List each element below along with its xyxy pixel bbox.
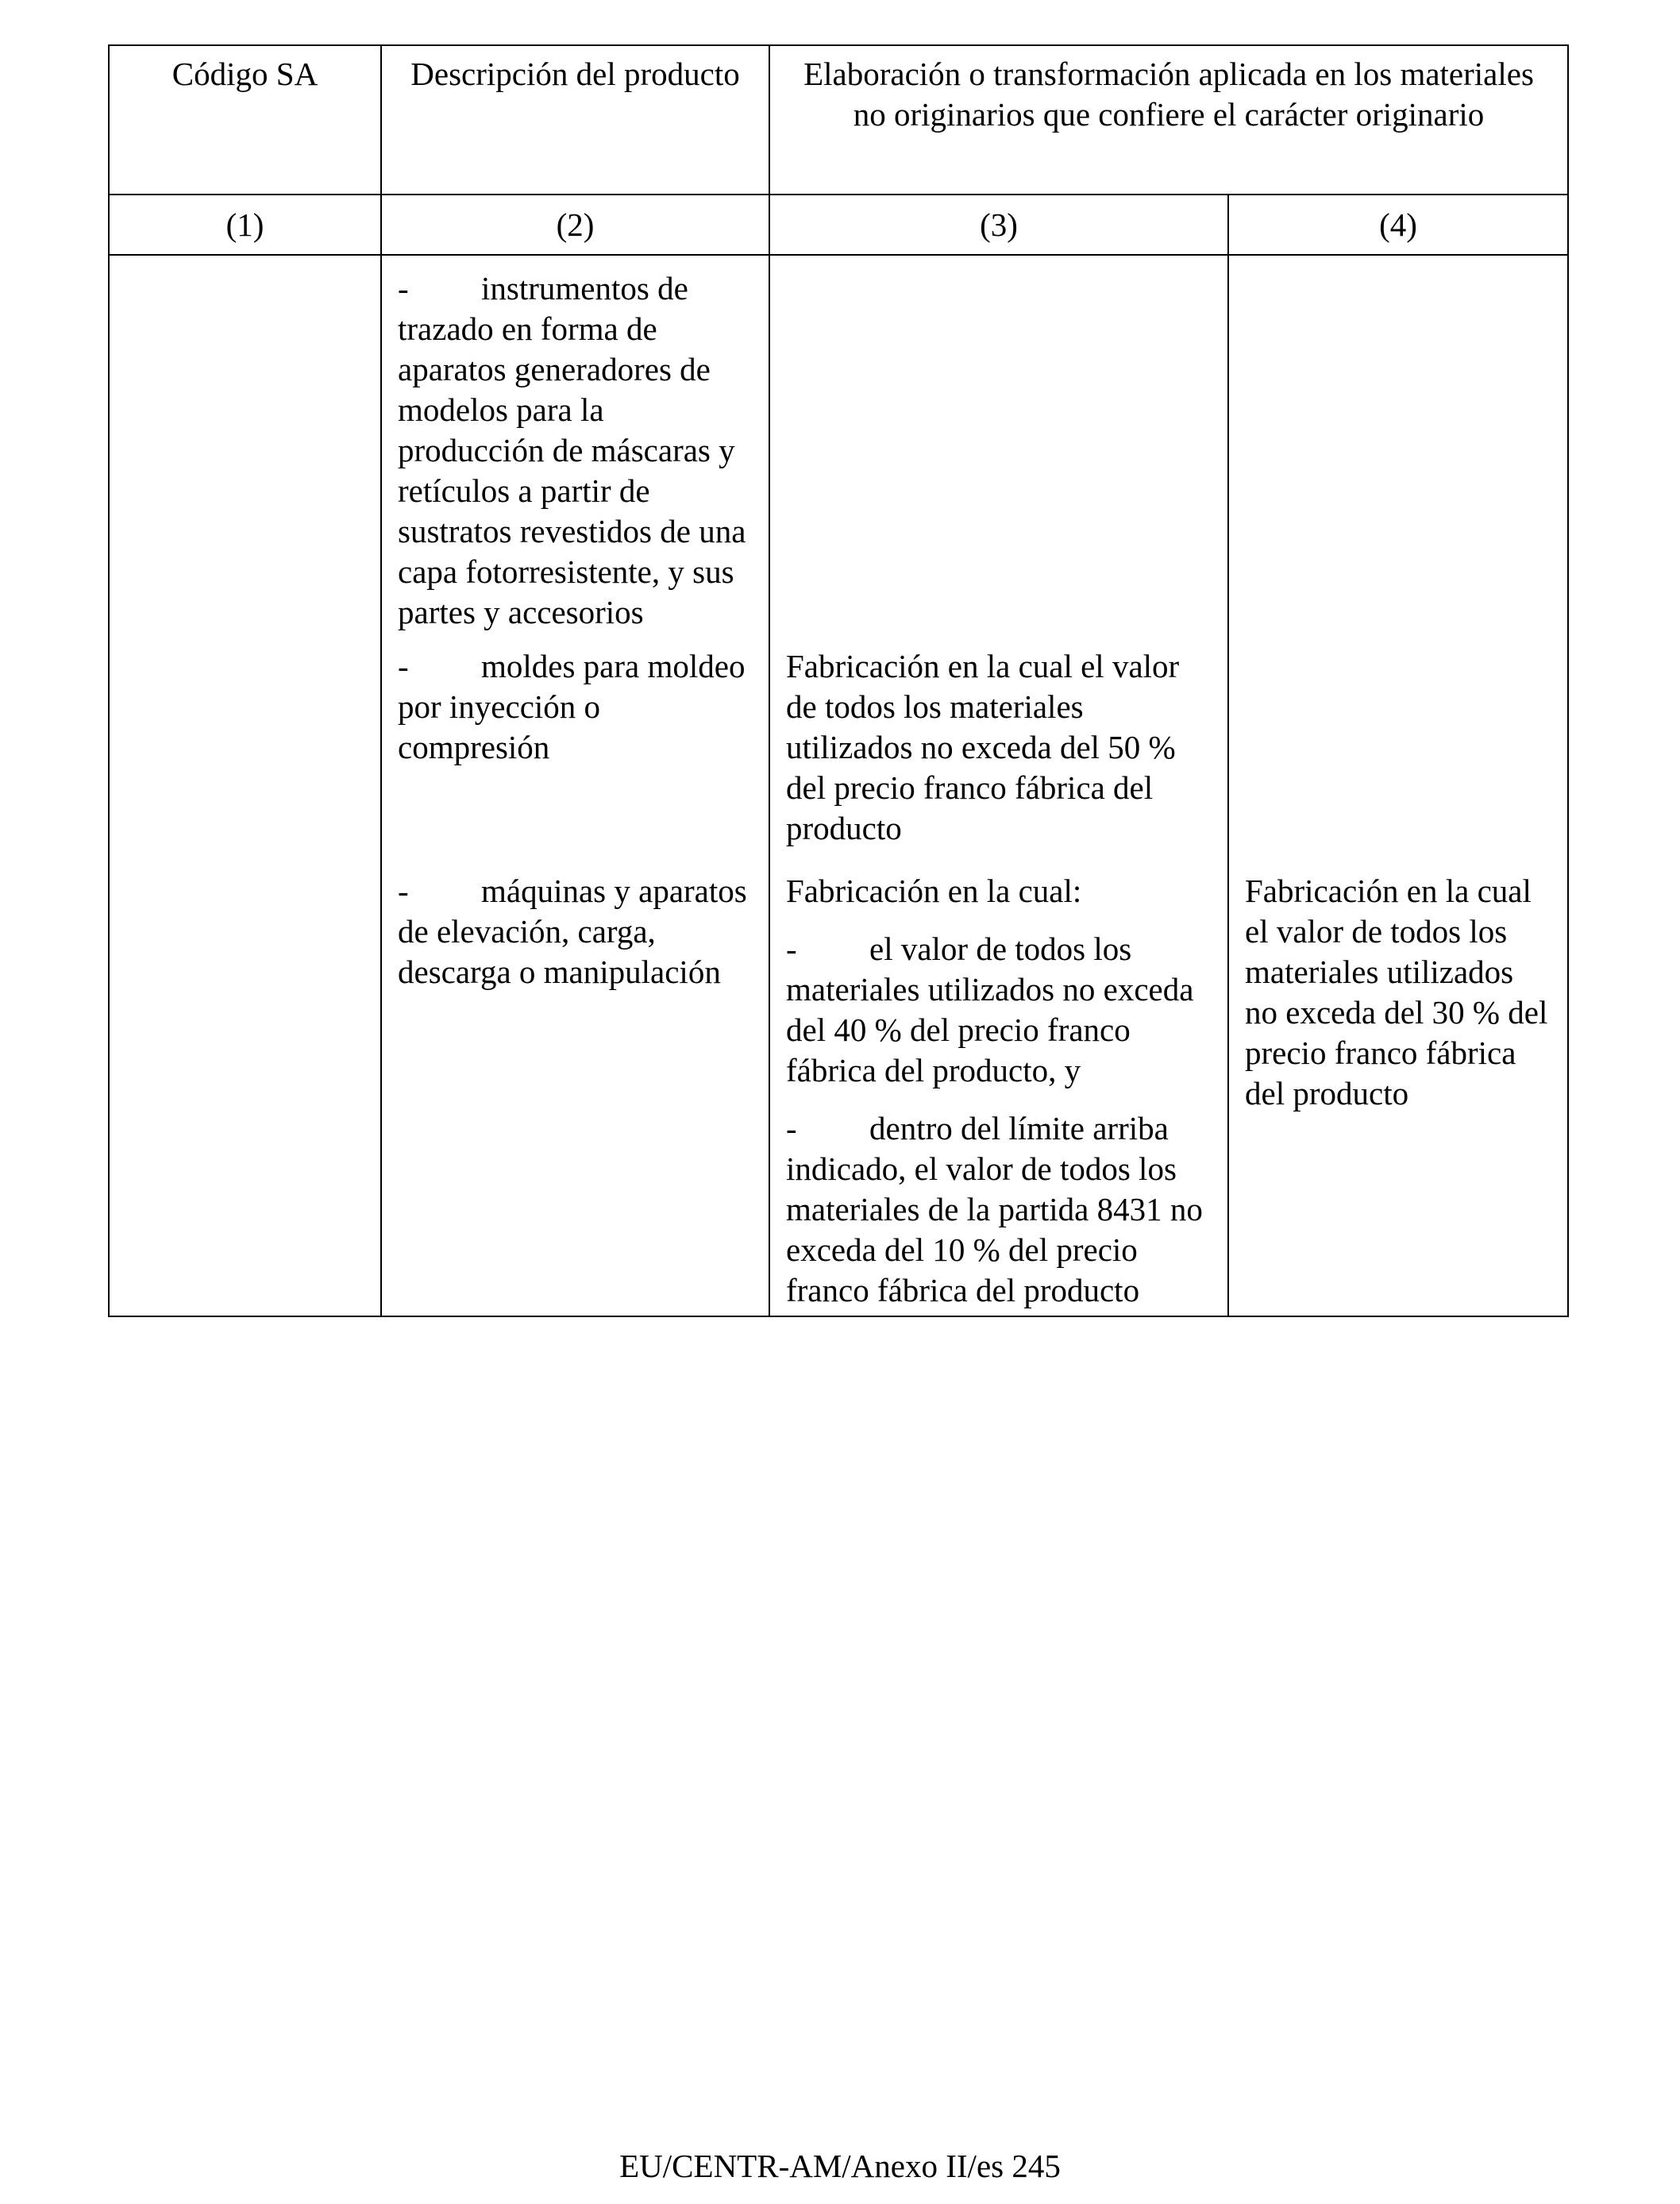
alternative-rule-text: Fabricación en la cual el valor de todos los materiales utilizados no exceda del 30 % del precio franco fábrica del producto [1245,873,1548,1112]
processing-rule-2-item-1-text: el valor de todos los materiales utilizados no exceda del 40 % del precio franco fábrica del producto, y [786,931,1194,1089]
page-reference: EU/CENTR-AM/Anexo II/es 245 [619,2148,1061,2184]
description-item-1 [398,268,754,646]
header-code-label: Código SA [171,56,318,92]
dash-marker: - [786,1110,797,1146]
code-cell [109,255,381,1316]
description-item-3 [398,871,754,992]
dash-marker: - [398,648,409,684]
alternative-rule [1245,871,1553,1114]
alternative-spacer [1245,268,1553,871]
header-row [109,45,1568,195]
processing-rule-2-item-2 [786,1108,1213,1311]
processing-spacer [786,268,1213,646]
processing-rule-2-intro-text: Fabricación en la cual: [786,873,1082,909]
description-item-2-text: moldes para moldeo por inyección o compresión [398,648,746,765]
column-number-2-label: (2) [556,206,595,243]
rules-of-origin-table [108,44,1569,1317]
page-footer [0,2146,1680,2187]
processing-rule-1-text: Fabricación en la cual el valor de todos los materiales utilizados no exceda del 50 % del precio franco fábrica del producto [786,648,1180,846]
processing-rule-2-item-2-text: dentro del límite arriba indicado, el valor de todos los materiales de la partida 8431 no exceda del 10 % del precio franco fábrica del producto [786,1110,1203,1308]
column-number-row [109,195,1568,255]
column-number-1-label: (1) [225,206,264,243]
header-code [109,45,381,195]
processing-rule-2-intro [786,871,1213,911]
column-number-1 [109,195,381,255]
processing-cell [769,255,1228,1316]
dash-marker: - [398,873,409,909]
description-item-1-text: instrumentos de trazado en forma de aparatos generadores de modelos para la producción de máscaras y retículos a partir de sustratos revestidos de una capa fotorresistente, y sus partes y accesorios [398,270,746,630]
description-item-2 [398,646,754,871]
header-processing [769,45,1568,195]
column-number-2 [381,195,769,255]
dash-marker: - [786,931,797,967]
processing-rule-1 [786,646,1213,871]
alternative-cell [1228,255,1568,1316]
description-cell [381,255,769,1316]
description-item-3-text: máquinas y aparatos de elevación, carga, descarga o manipulación [398,873,747,990]
column-number-3-label: (3) [980,206,1018,243]
dash-marker: - [398,270,409,306]
header-description-label: Descripción del producto [410,56,740,92]
column-number-4-label: (4) [1379,206,1417,243]
processing-rule-2-item-1 [786,929,1213,1091]
column-number-4 [1228,195,1568,255]
column-number-3 [769,195,1228,255]
header-description [381,45,769,195]
header-processing-label: Elaboración o transformación aplicada en los materiales no originarios que confiere el carácter originario [803,56,1534,133]
body-row [109,255,1568,1316]
